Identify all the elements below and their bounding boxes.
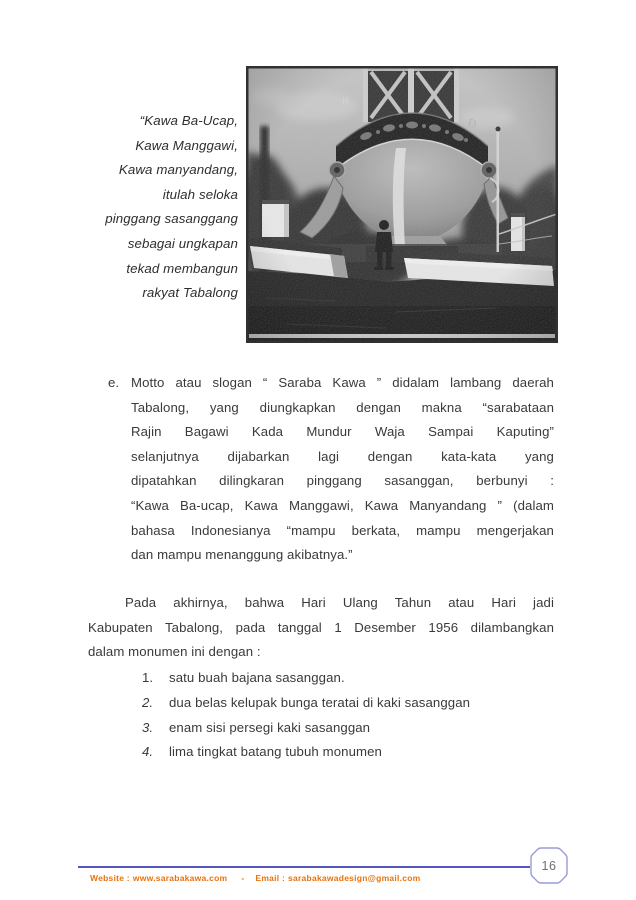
monument-photo: [246, 66, 558, 343]
text-line: Kabupaten Tabalong, pada tanggal 1 Desember 1956 dilambangkan: [88, 619, 554, 635]
poem-line: “Kawa Ba-Ucap,: [139, 113, 238, 128]
poem-line: pinggang sasanggang: [105, 211, 238, 227]
list-number: 1.: [142, 670, 154, 685]
text-line: dan mampu menanggung akibatnya.”: [131, 547, 353, 563]
list-item: [142, 666, 554, 691]
monument-photo-art: [246, 66, 558, 343]
page-number: 16: [541, 858, 557, 873]
numbered-list: [142, 666, 554, 765]
text-line: Rajin Bagawi Kada Mundur Waja Sampai Kaputing”: [131, 424, 554, 440]
text-line: Tabalong, yang diungkapkan dengan makna “sarabataan: [131, 399, 554, 415]
seloka-poem: [64, 109, 238, 306]
email-address: sarabakawadesign@gmail.com: [288, 873, 421, 883]
list-number: 4.: [142, 744, 154, 760]
email-label: Email :: [255, 873, 286, 883]
poem-line: Kawa Manggawi,: [135, 137, 238, 153]
motto-list-item: [108, 371, 554, 568]
list-item: [142, 740, 554, 765]
footer-divider: [78, 866, 530, 868]
poem-line: tekad membangun: [126, 260, 238, 276]
list-item: [142, 691, 554, 716]
text-line: selanjutnya dijabarkan lagi dengan kata-kata yang: [131, 448, 554, 464]
list-text: dua belas kelupak bunga teratai di kaki sasanggan: [169, 694, 471, 710]
footer-contact: [90, 873, 423, 883]
list-number: 2.: [142, 694, 154, 710]
poem-line: Kawa manyandang,: [118, 162, 238, 178]
text-line: “Kawa Ba-ucap, Kawa Manggawi, Kawa Manyandang ” (dalam: [131, 497, 554, 513]
motto-paragraph: [131, 371, 554, 568]
website-url: www.sarabakawa.com: [132, 873, 228, 883]
list-marker-e: e.: [108, 375, 120, 390]
text-line: Motto atau slogan “ Saraba Kawa ” didalam lambang daerah: [131, 375, 554, 390]
list-text: lima tingkat batang tubuh monumen: [169, 744, 382, 760]
list-text: satu buah bajana sasanggan.: [169, 670, 345, 685]
text-line: dalam monumen ini dengan :: [88, 644, 261, 660]
text-line: Pada akhirnya, bahwa Hari Ulang Tahun atau Hari jadi: [125, 595, 554, 610]
closing-paragraph: [88, 591, 554, 665]
footer-separator: -: [241, 873, 245, 883]
text-line: bahasa Indonesianya “mampu berkata, mampu mengerjakan: [131, 522, 554, 538]
poem-line: sebagai ungkapan: [127, 235, 238, 251]
page-number-badge: [529, 846, 569, 885]
poem-line: itulah seloka: [162, 186, 238, 202]
list-number: 3.: [142, 719, 154, 735]
list-text: enam sisi persegi kaki sasanggan: [169, 719, 371, 735]
poem-line: rakyat Tabalong: [142, 285, 238, 301]
website-label: Website :: [90, 873, 130, 883]
text-line: dipatahkan dilingkaran pinggang sasanggan, berbunyi :: [131, 473, 554, 489]
list-item: [142, 716, 554, 741]
